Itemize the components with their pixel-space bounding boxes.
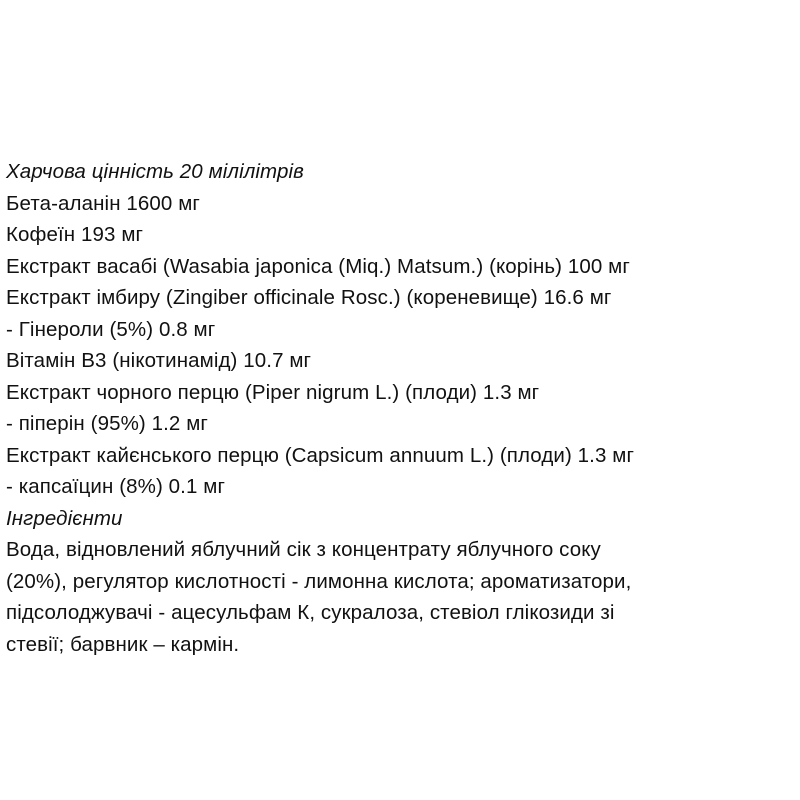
nutrition-item-gingerols: - Гінероли (5%) 0.8 мг (6, 317, 216, 341)
nutrition-item-cayenne-extract: Екстракт кайєнського перцю (Capsicum annuum L.) (плоди) 1.3 мг (6, 443, 635, 467)
nutrition-item-ginger-extract: Екстракт імбиру (Zingiber officinale Rosc.) (кореневище) 16.6 мг (6, 286, 612, 309)
ingredients-line: стевії; барвник – кармін. (6, 632, 240, 656)
ingredients-line: (20%), регулятор кислотності - лимонна кислота; ароматизатори, (6, 569, 632, 593)
nutrition-item-piperine: - піперін (95%) 1.2 мг (6, 412, 208, 435)
nutrition-item-vitamin-b3: Вітамін B3 (нікотинамід) 10.7 мг (6, 349, 312, 372)
ingredients-line: підсолоджувачі - ацесульфам К, сукралоза, стевіол глікозиди зі (6, 601, 615, 624)
nutrition-item-beta-alanine: Бета-аланін 1600 мг (6, 191, 200, 215)
nutrition-document (6, 156, 796, 660)
nutrition-item-black-pepper-extract: Екстракт чорного перцю (Piper nigrum L.) (плоди) 1.3 мг (6, 380, 540, 404)
ingredients-line: Вода, відновлений яблучний сік з концентрату яблучного соку (6, 538, 601, 561)
nutrition-item-wasabi-extract: Екстракт васабі (Wasabia japonica (Miq.) Matsum.) (корінь) 100 мг (6, 254, 630, 278)
nutrition-item-caffeine: Кофеїн 193 мг (6, 223, 144, 246)
nutrition-item-capsaicin: - капсаїцин (8%) 0.1 мг (6, 475, 226, 498)
ingredients-heading: Інгредієнти (6, 506, 123, 530)
nutrition-heading: Харчова цінність 20 мілілітрів (6, 160, 304, 183)
